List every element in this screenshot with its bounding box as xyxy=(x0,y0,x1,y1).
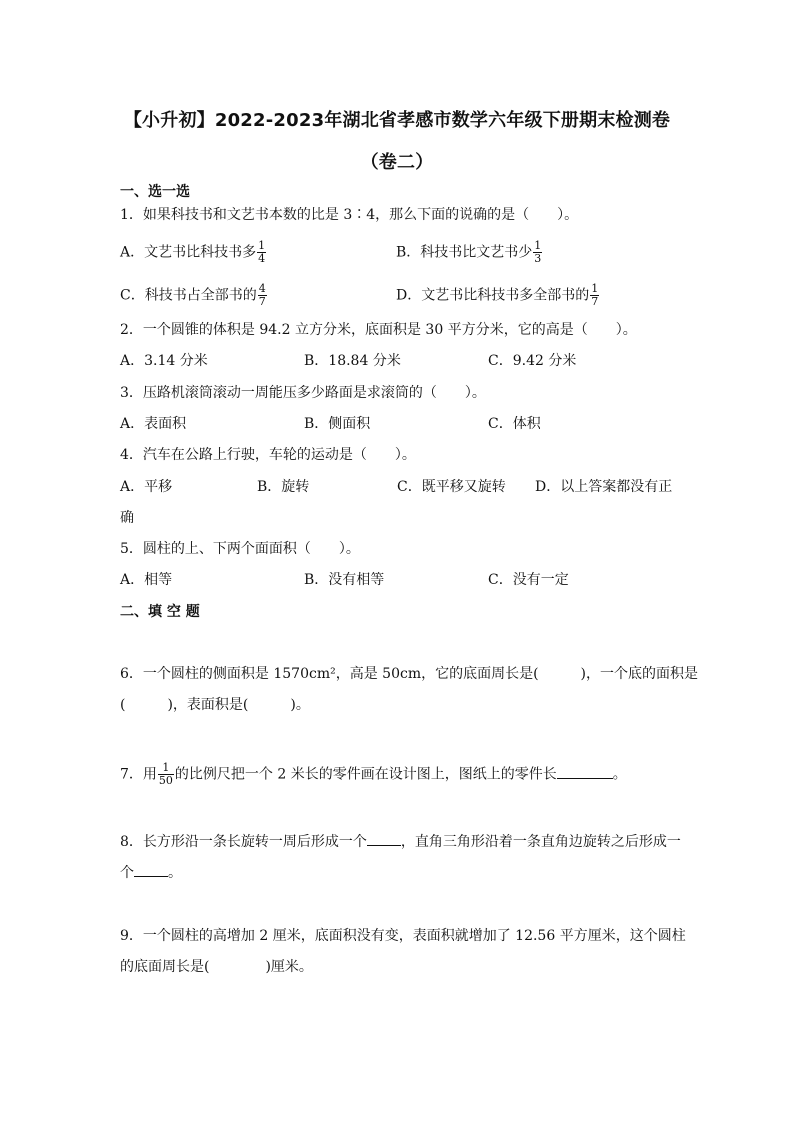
question-9-line-2: 的底面周长是( )厘米。 xyxy=(120,959,313,975)
question-5-stem: 5．圆柱的上、下两个面面积（ ）。 xyxy=(120,541,360,557)
fraction-numerator: 4 xyxy=(258,282,266,295)
question-1-option-d xyxy=(396,283,600,308)
question-1-option-a xyxy=(120,240,267,265)
option-b-text: B．科技书比文艺书少 xyxy=(396,244,533,261)
question-6-line-2: ( )，表面积是( )。 xyxy=(120,697,310,713)
question-1-stem: 1．如果科技书和文艺书本数的比是 3∶4，那么下面的说确的是（ ）。 xyxy=(120,207,579,223)
fraction-denominator: 7 xyxy=(258,295,266,308)
fraction-numerator: 1 xyxy=(162,761,170,774)
answer-blank[interactable] xyxy=(134,862,168,877)
fraction-numerator: 1 xyxy=(534,239,542,252)
exam-title: 【小升初】2022-2023年湖北省孝感市数学六年级下册期末检测卷 xyxy=(123,110,671,131)
question-8-text-d: 。 xyxy=(168,865,182,881)
question-8-text-b: ，直角三角形沿着一条直角边旋转之后形成一 xyxy=(400,834,681,850)
question-8-text-a: 8．长方形沿一条长旋转一周后形成一个 xyxy=(120,834,367,850)
question-7 xyxy=(120,762,627,787)
question-8-text-c: 个 xyxy=(120,865,134,881)
question-8-line-2 xyxy=(120,862,182,883)
fraction-denominator: 50 xyxy=(158,774,173,787)
question-2-option-c: C．9.42 分米 xyxy=(488,353,577,369)
question-2-option-b: B．18.84 分米 xyxy=(304,353,401,369)
answer-blank[interactable] xyxy=(557,764,613,779)
question-5-option-c: C．没有一定 xyxy=(488,572,569,588)
question-1-option-c xyxy=(120,283,268,308)
question-3-option-a: A．表面积 xyxy=(120,416,187,432)
fraction-denominator: 4 xyxy=(258,252,266,265)
scale-fraction xyxy=(158,762,174,787)
question-6-line-1: 6．一个圆柱的侧面积是 1570cm²，高是 50cm，它的底面周长是( )，一个底的面积是 xyxy=(120,666,699,682)
section-heading-fill-in: 二、填 空 题 xyxy=(120,604,200,620)
question-3-stem: 3．压路机滚筒滚动一周能压多少路面是求滚筒的（ ）。 xyxy=(120,385,486,401)
question-2-stem: 2．一个圆锥的体积是 94.2 立方分米，底面积是 30 平方分米，它的高是（ ）。 xyxy=(120,322,637,338)
question-4-stem: 4．汽车在公路上行驶，车轮的运动是（ ）。 xyxy=(120,447,416,463)
question-3-option-c: C．体积 xyxy=(488,416,541,432)
question-3-option-b: B．侧面积 xyxy=(304,416,371,432)
fraction xyxy=(533,240,542,265)
fraction-numerator: 1 xyxy=(591,282,599,295)
question-1-option-b xyxy=(396,240,543,265)
fraction xyxy=(257,240,266,265)
question-5-option-a: A．相等 xyxy=(120,572,173,588)
question-8-line-1 xyxy=(120,831,681,852)
question-4-option-d-continued: 确 xyxy=(120,510,134,526)
question-4-option-d: D．以上答案都没有正 xyxy=(535,479,673,495)
fraction-numerator: 1 xyxy=(258,239,266,252)
question-4-option-c: C．既平移又旋转 xyxy=(397,479,506,495)
exam-subtitle: （卷二） xyxy=(360,152,434,173)
fraction-denominator: 3 xyxy=(534,252,542,265)
option-d-text: D．文艺书比科技书多全部书的 xyxy=(396,287,590,304)
question-9-line-1: 9．一个圆柱的高增加 2 厘米，底面积没有变，表面积就增加了 12.56 平方厘米，这个圆柱 xyxy=(120,928,686,944)
fraction xyxy=(590,283,599,308)
question-7-text: 的比例尺把一个 2 米长的零件画在设计图上，图纸上的零件长 xyxy=(174,766,557,783)
question-5-option-b: B．没有相等 xyxy=(304,572,385,588)
option-a-text: A．文艺书比科技书多 xyxy=(120,244,257,261)
fraction-denominator: 7 xyxy=(591,295,599,308)
question-2-option-a: A．3.14 分米 xyxy=(120,353,208,369)
fraction xyxy=(258,283,267,308)
option-c-text: C．科技书占全部书的 xyxy=(120,287,257,304)
question-4-option-b: B．旋转 xyxy=(257,479,310,495)
answer-blank[interactable] xyxy=(367,831,401,846)
question-7-end: 。 xyxy=(612,766,627,783)
question-4-option-a: A．平移 xyxy=(120,479,173,495)
question-7-prefix: 7．用 xyxy=(120,766,157,783)
section-heading-multiple-choice: 一、选一选 xyxy=(120,184,190,200)
